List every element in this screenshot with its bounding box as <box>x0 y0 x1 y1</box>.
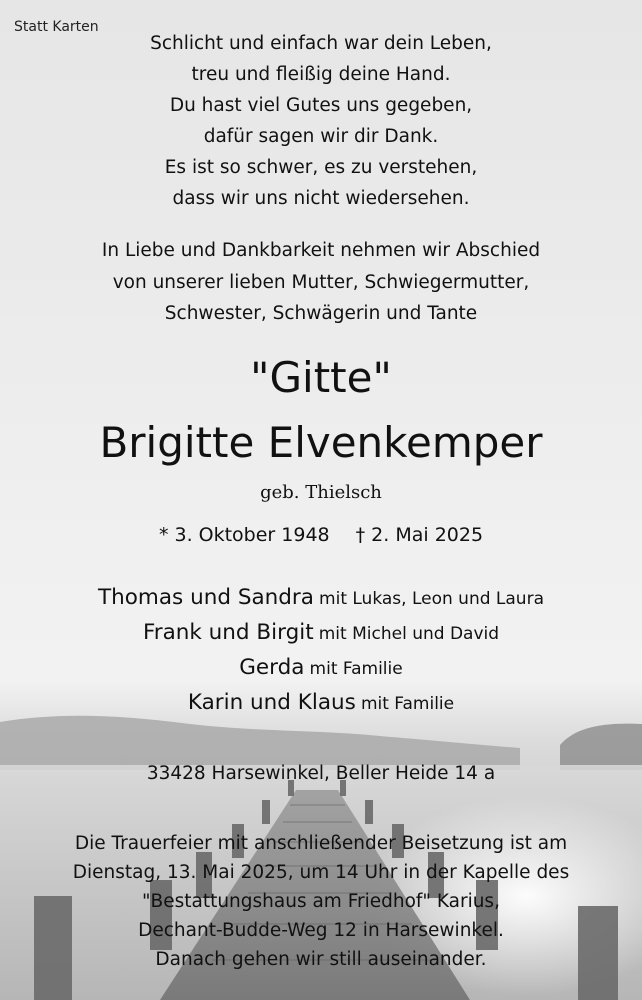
intro-line: von unserer lieben Mutter, Schwiegermutter, <box>112 271 530 293</box>
service-line: Die Trauerfeier mit anschließender Beisetzung ist am <box>74 833 568 854</box>
mourner-with: mit Familie <box>360 694 455 714</box>
mourner-row <box>0 650 642 685</box>
poem-line: Du hast viel Gutes uns gegeben, <box>169 95 473 116</box>
poem-line: Schlicht und einfach war dein Leben, <box>150 33 492 54</box>
intro-line: In Liebe und Dankbarkeit nehmen wir Abschied <box>101 240 541 261</box>
family-address: 33428 Harsewinkel, Beller Heide 14 a <box>146 763 496 784</box>
mourner-with: mit Familie <box>309 659 403 679</box>
birth-name: geb. Thielsch <box>260 482 382 503</box>
poem <box>0 28 642 214</box>
birth-date: * 3. Oktober 1948 <box>158 524 330 546</box>
service-line: Dechant-Budde-Weg 12 in Harsewinkel. <box>138 920 504 941</box>
life-dates <box>0 524 642 546</box>
poem-line: Es ist so schwer, es zu verstehen, <box>164 157 478 178</box>
service-line: "Bestattungshaus am Friedhof" Karius, <box>142 891 500 912</box>
service-line: Dienstag, 13. Mai 2025, um 14 Uhr in der Kapelle des <box>72 862 570 883</box>
mourner-row <box>0 685 642 720</box>
mourner-names: Frank und Birgit <box>142 620 314 645</box>
service-line: Danach gehen wir still auseinander. <box>155 949 487 970</box>
poem-line: dass wir uns nicht wiedersehen. <box>172 188 470 209</box>
mourner-with: mit Lukas, Leon und Laura <box>319 589 544 609</box>
farewell-intro <box>0 235 642 330</box>
funeral-service-info <box>0 829 642 974</box>
mourner-names: Gerda <box>239 655 305 680</box>
mourner-row <box>0 580 642 615</box>
poem-line: dafür sagen wir dir Dank. <box>203 126 439 147</box>
intro-line: Schwester, Schwägerin und Tante <box>164 303 478 324</box>
death-date: † 2. Mai 2025 <box>355 524 484 546</box>
mourner-names: Thomas und Sandra <box>98 585 314 610</box>
deceased-nickname: "Gitte" <box>250 353 392 402</box>
mourner-row <box>0 615 642 650</box>
mourner-with: mit Michel und David <box>318 624 500 644</box>
mourner-names: Karin und Klaus <box>187 690 356 715</box>
statt-karten-label: Statt Karten <box>14 19 99 35</box>
deceased-name: Brigitte Elvenkemper <box>99 418 543 467</box>
poem-line: treu und fleißig deine Hand. <box>191 64 451 85</box>
mourners-list <box>0 580 642 720</box>
